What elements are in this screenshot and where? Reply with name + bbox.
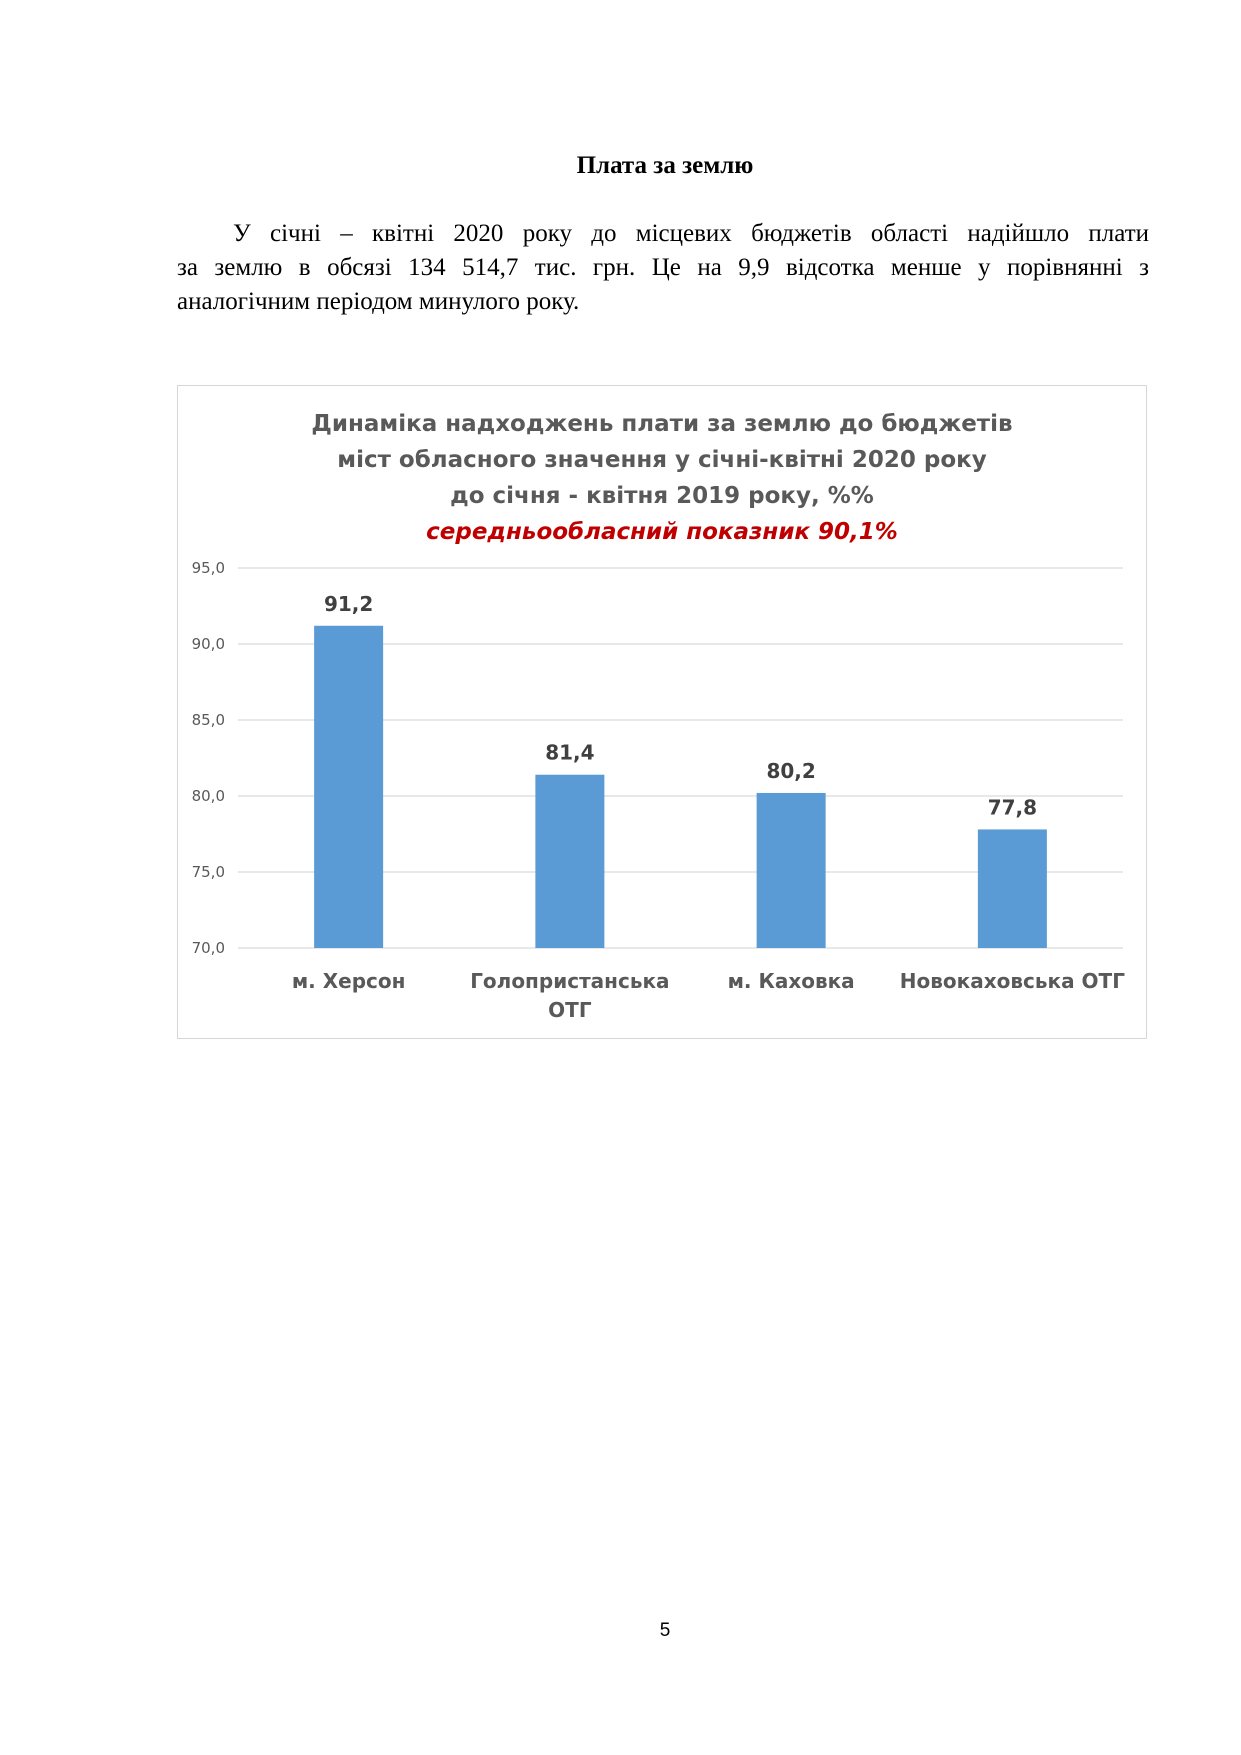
- chart-title-line: міст обласного значення у січні-квітні 2020 року: [337, 447, 987, 473]
- x-category-label-line: ОТГ: [548, 998, 592, 1022]
- chart-plot-area: [178, 386, 1148, 1040]
- x-category-label-line: м. Каховка: [727, 969, 855, 993]
- data-label: 81,4: [545, 740, 595, 765]
- bar: [757, 793, 826, 948]
- y-tick-label: 85,0: [191, 711, 225, 729]
- data-label: 80,2: [766, 758, 816, 783]
- bar: [978, 829, 1047, 948]
- x-category-label: [900, 969, 1125, 993]
- paragraph-line: аналогічним періодом минулого року.: [177, 288, 580, 315]
- paragraph-line: У січні – квітні 2020 року до місцевих бюджетів області надійшло плати: [233, 220, 1149, 247]
- bar: [535, 775, 604, 948]
- chart-subtitle: середньообласний показник 90,1%: [426, 519, 898, 545]
- bar-chart: [177, 385, 1147, 1039]
- y-tick-label: 75,0: [191, 863, 225, 881]
- chart-title-line: до січня - квітня 2019 року, %%: [450, 483, 874, 509]
- page-number: 5: [659, 1620, 671, 1641]
- data-label: 77,8: [987, 795, 1038, 820]
- section-heading: Плата за землю: [576, 152, 754, 179]
- chart-title-line: Динаміка надходжень плати за землю до бюджетів: [311, 411, 1013, 437]
- y-tick-label: 95,0: [191, 559, 225, 577]
- y-tick-label: 90,0: [191, 635, 225, 653]
- body-paragraph: [177, 217, 1149, 319]
- x-category-label-line: Новокаховська ОТГ: [899, 969, 1125, 993]
- x-category-label: [470, 969, 669, 1022]
- x-category-label: [728, 969, 855, 993]
- bar: [314, 626, 383, 948]
- y-tick-label: 70,0: [191, 939, 225, 957]
- paragraph-line: за землю в обсязі 134 514,7 тис. грн. Це на 9,9 відсотка менше у порівнянні з: [177, 254, 1149, 281]
- x-category-label-line: м. Херсон: [291, 969, 406, 993]
- x-category-label: [292, 969, 406, 993]
- x-category-label-line: Голопристанська: [470, 969, 670, 993]
- y-tick-label: 80,0: [191, 787, 225, 805]
- data-label: 91,2: [323, 591, 374, 616]
